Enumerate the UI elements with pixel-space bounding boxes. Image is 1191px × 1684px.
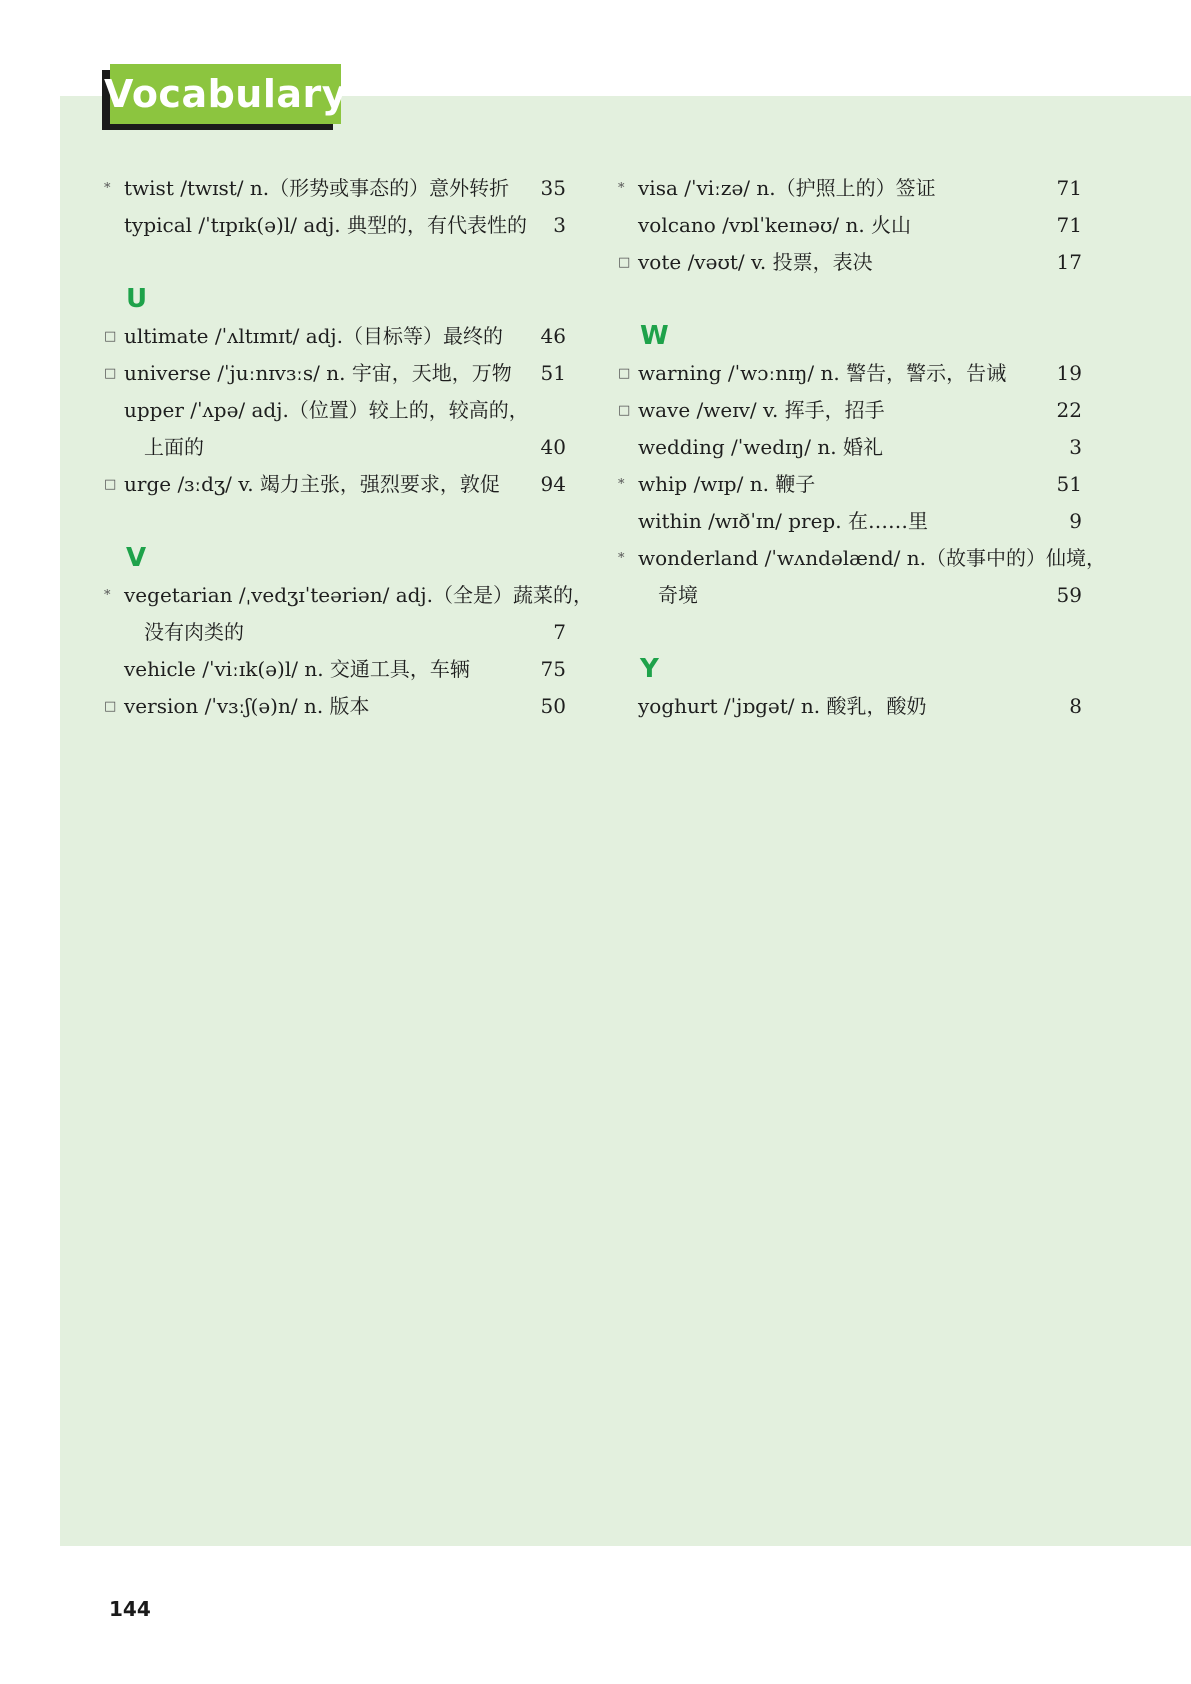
vocab-entry xyxy=(104,577,593,614)
entry-page-number: 51 xyxy=(540,361,566,385)
vocab-entry xyxy=(104,170,566,207)
section-letter: V xyxy=(126,543,147,573)
vocab-entry xyxy=(618,392,1082,429)
entry-text: whip /wɪp/ n. 鞭子 xyxy=(638,472,816,496)
spacer xyxy=(618,281,1082,318)
entry-page-number: 59 xyxy=(1056,583,1082,607)
entry-text: yoghurt /ˈjɒgət/ n. 酸乳，酸奶 xyxy=(638,694,927,718)
vocab-entry-continuation xyxy=(618,577,1082,614)
entry-text: 没有肉类的 xyxy=(144,620,244,644)
entry-text: 上面的 xyxy=(144,435,204,459)
entry-text: vehicle /ˈviːɪk(ə)l/ n. 交通工具，车辆 xyxy=(124,657,470,681)
entry-text: vegetarian /ˌvedʒɪˈteəriən/ adj.（全是）蔬菜的， xyxy=(124,583,593,607)
vocab-entry xyxy=(104,466,566,503)
right-column xyxy=(618,170,1106,725)
section-letter: W xyxy=(640,321,669,351)
vocab-entry xyxy=(618,540,1106,577)
vocab-entry xyxy=(104,392,566,429)
asterisk-marker: * xyxy=(618,551,625,566)
vocab-entry xyxy=(618,688,1082,725)
square-marker: □ xyxy=(618,255,631,270)
asterisk-marker: * xyxy=(618,477,625,492)
square-marker: □ xyxy=(104,329,117,344)
vocab-entry xyxy=(104,207,566,244)
vocab-entry xyxy=(104,651,566,688)
spacer xyxy=(618,614,1082,651)
entry-text: wonderland /ˈwʌndəlænd/ n.（故事中的）仙境， xyxy=(638,546,1106,570)
entry-page-number: 75 xyxy=(540,657,566,681)
entry-text: within /wɪðˈɪn/ prep. 在……里 xyxy=(638,509,928,533)
entry-text: wave /weɪv/ v. 挥手，招手 xyxy=(638,398,885,422)
spacer xyxy=(104,244,566,281)
entry-text: universe /ˈjuːnɪvɜːs/ n. 宇宙，天地，万物 xyxy=(124,361,512,385)
vocab-entry xyxy=(618,207,1082,244)
section-letter: U xyxy=(126,284,148,314)
entry-page-number: 50 xyxy=(540,694,566,718)
entry-page-number: 51 xyxy=(1056,472,1082,496)
asterisk-marker: * xyxy=(104,588,111,603)
spacer xyxy=(104,503,566,540)
entry-page-number: 35 xyxy=(540,176,566,200)
entry-text: ultimate /ˈʌltɪmɪt/ adj.（目标等）最终的 xyxy=(124,324,503,348)
square-marker: □ xyxy=(104,477,117,492)
entry-text: twist /twɪst/ n.（形势或事态的）意外转折 xyxy=(124,176,510,200)
vocab-entry xyxy=(104,355,566,392)
entry-page-number: 46 xyxy=(540,324,566,348)
entry-text: typical /ˈtɪpɪk(ə)l/ adj. 典型的，有代表性的 xyxy=(124,213,527,237)
left-column xyxy=(104,170,593,725)
vocab-entry xyxy=(618,466,1082,503)
vocab-entry xyxy=(618,429,1082,466)
square-marker: □ xyxy=(618,403,631,418)
vocab-entry xyxy=(104,688,566,725)
entry-text: volcano /vɒlˈkeɪnəʊ/ n. 火山 xyxy=(638,213,912,237)
vocab-entry-continuation xyxy=(104,614,566,651)
vocab-entry-continuation xyxy=(104,429,566,466)
vocab-entry xyxy=(618,503,1082,540)
entry-page-number: 3 xyxy=(1069,435,1082,459)
entry-page-number: 40 xyxy=(540,435,566,459)
page-title: Vocabulary xyxy=(103,72,348,116)
entry-text: version /ˈvɜːʃ(ə)n/ n. 版本 xyxy=(124,694,370,718)
page-number: 144 xyxy=(109,1597,151,1621)
entry-page-number: 19 xyxy=(1056,361,1082,385)
square-marker: □ xyxy=(104,699,117,714)
entry-text: warning /ˈwɔːnɪŋ/ n. 警告，警示，告诫 xyxy=(638,361,1007,385)
entry-page-number: 94 xyxy=(540,472,566,496)
vocab-entry xyxy=(618,355,1082,392)
entry-page-number: 9 xyxy=(1069,509,1082,533)
asterisk-marker: * xyxy=(618,181,625,196)
entry-page-number: 22 xyxy=(1056,398,1082,422)
entry-page-number: 71 xyxy=(1056,213,1082,237)
entry-text: upper /ˈʌpə/ adj.（位置）较上的，较高的， xyxy=(124,398,529,422)
entry-page-number: 7 xyxy=(553,620,566,644)
entry-page-number: 17 xyxy=(1056,250,1082,274)
entry-text: urge /ɜːdʒ/ v. 竭力主张，强烈要求，敦促 xyxy=(124,472,500,496)
entry-text: wedding /ˈwedɪŋ/ n. 婚礼 xyxy=(638,435,883,459)
vocab-entry xyxy=(618,244,1082,281)
vocab-entry xyxy=(104,318,566,355)
square-marker: □ xyxy=(618,366,631,381)
entry-text: vote /vəʊt/ v. 投票，表决 xyxy=(638,250,873,274)
section-letter: Y xyxy=(640,654,659,684)
entry-page-number: 3 xyxy=(553,213,566,237)
entry-page-number: 71 xyxy=(1056,176,1082,200)
entry-text: 奇境 xyxy=(658,583,698,607)
entry-page-number: 8 xyxy=(1069,694,1082,718)
entry-text: visa /ˈviːzə/ n.（护照上的）签证 xyxy=(638,176,936,200)
square-marker: □ xyxy=(104,366,117,381)
title-banner xyxy=(103,64,348,124)
asterisk-marker: * xyxy=(104,181,111,196)
vocab-entry xyxy=(618,170,1082,207)
